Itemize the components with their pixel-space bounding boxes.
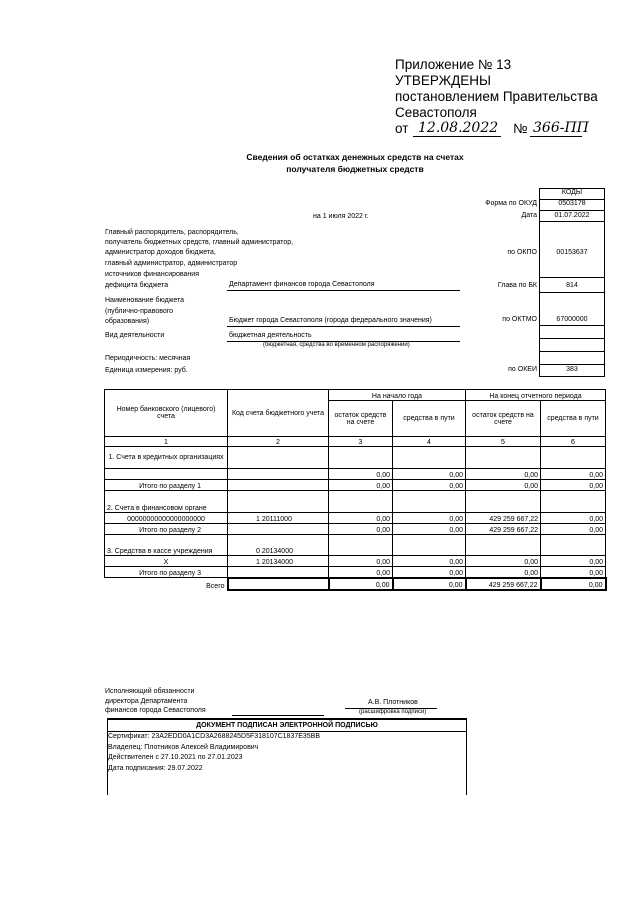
grand-total-label: Всего bbox=[105, 578, 228, 590]
s3-code-1: 0 20134000 bbox=[228, 535, 329, 556]
manager-label-6: дефицита бюджета bbox=[105, 282, 169, 289]
signer-position-1: Исполняющий обязанности bbox=[105, 688, 195, 695]
s1-total-label: Итого по разделу 1 bbox=[105, 480, 228, 491]
s2-account: 00000000000000000000 bbox=[105, 513, 228, 524]
s1-value-3: 0,00 bbox=[466, 469, 541, 480]
header-account: Номер банковского (лицевого) счета bbox=[105, 390, 228, 437]
s3-total-1: 0,00 bbox=[329, 567, 393, 578]
signer-position-2: директора Департамента bbox=[105, 698, 188, 705]
empty-cell bbox=[228, 480, 329, 491]
s1-total-3: 0,00 bbox=[466, 480, 541, 491]
grand-total-3: 429 259 667,22 bbox=[466, 578, 541, 590]
stamp-title: ДОКУМЕНТ ПОДПИСАН ЭЛЕКТРОННОЙ ПОДПИСЬЮ bbox=[196, 722, 378, 729]
s2-value-3: 429 259 667,22 bbox=[466, 513, 541, 524]
s2-total-3: 429 259 667,22 bbox=[466, 524, 541, 535]
s2-total-label: Итого по разделу 2 bbox=[105, 524, 228, 535]
s3-total-2: 0,00 bbox=[393, 567, 466, 578]
empty-cell bbox=[105, 469, 228, 480]
approval-approved: УТВЕРЖДЕНЫ bbox=[395, 73, 491, 88]
balances-table bbox=[104, 389, 607, 591]
empty-cell bbox=[541, 535, 606, 556]
codes-divider bbox=[539, 325, 605, 326]
stamp-border-top bbox=[107, 718, 467, 720]
empty-cell bbox=[393, 447, 466, 469]
activity-label: Вид деятельности bbox=[105, 332, 165, 339]
bk-code: 814 bbox=[566, 282, 578, 289]
stamp-cert: Сертификат: 23A2EDD0A1CD3A2688245D5F318107C1837E35BB bbox=[108, 733, 321, 740]
col-num-5: 5 bbox=[466, 437, 541, 447]
codes-divider bbox=[539, 277, 605, 278]
stamp-valid: Действителен с 27.10.2021 по 27.01.2023 bbox=[108, 754, 243, 761]
okei-label: по ОКЕИ bbox=[508, 366, 537, 373]
s3-total-label: Итого по разделу 3 bbox=[105, 567, 228, 578]
empty-cell bbox=[228, 524, 329, 535]
empty-cell bbox=[466, 491, 541, 513]
s1-total-4: 0,00 bbox=[541, 480, 606, 491]
s3-value-3: 0,00 bbox=[466, 556, 541, 567]
header-end-balance: остаток средств на счете bbox=[466, 401, 541, 437]
approval-number-underline bbox=[530, 136, 582, 137]
oktmo-code: 67000000 bbox=[556, 316, 588, 323]
col-num-1: 1 bbox=[105, 437, 228, 447]
manager-label-3: администратор доходов бюджета, bbox=[105, 249, 216, 256]
s3-total-3: 0,00 bbox=[466, 567, 541, 578]
activity-hint: (бюджетная, средства во временном распоряжении) bbox=[263, 342, 410, 348]
budget-label-2: (публично-правового bbox=[105, 308, 174, 315]
empty-cell bbox=[228, 447, 329, 469]
s1-total-2: 0,00 bbox=[393, 480, 466, 491]
grand-total-2: 0,00 bbox=[393, 578, 466, 590]
header-start-transit: средства в пути bbox=[393, 401, 466, 437]
doc-title-line2: получателя бюджетных средств bbox=[286, 164, 424, 174]
empty-cell bbox=[393, 535, 466, 556]
approval-date: 12.08.2022 bbox=[418, 120, 499, 136]
section3-title: 3. Средства в кассе учреждения bbox=[105, 535, 228, 556]
empty-cell bbox=[329, 535, 393, 556]
codes-divider bbox=[539, 221, 605, 222]
col-num-6: 6 bbox=[541, 437, 606, 447]
s1-value-4: 0,00 bbox=[541, 469, 606, 480]
stamp-owner: Владелец: Плотников Алексей Владимирович bbox=[108, 744, 259, 751]
s2-total-1: 0,00 bbox=[329, 524, 393, 535]
empty-cell bbox=[329, 491, 393, 513]
manager-label-4: главный администратор, администратор bbox=[105, 260, 238, 267]
s1-value-2: 0,00 bbox=[393, 469, 466, 480]
codes-divider bbox=[539, 364, 605, 365]
codes-divider bbox=[539, 292, 605, 293]
empty-cell bbox=[466, 447, 541, 469]
empty-cell bbox=[228, 469, 329, 480]
okei-code: 383 bbox=[566, 366, 578, 373]
header-end: На конец отчетного периода bbox=[466, 390, 606, 401]
empty-cell bbox=[393, 491, 466, 513]
e-signature-stamp bbox=[107, 718, 467, 795]
form-label: Форма по ОКУД bbox=[485, 200, 537, 207]
s2-value-2: 0,00 bbox=[393, 513, 466, 524]
manager-label-2: получатель бюджетных средств, главный администратор, bbox=[105, 239, 294, 246]
empty-cell bbox=[228, 567, 329, 578]
approval-number-label: № bbox=[513, 121, 528, 136]
form-code: 0503178 bbox=[558, 200, 586, 207]
s2-value-4: 0,00 bbox=[541, 513, 606, 524]
empty-cell bbox=[329, 447, 393, 469]
budget-value: Бюджет города Севастополя (города федерального значения) bbox=[229, 317, 432, 324]
empty-cell bbox=[541, 491, 606, 513]
header-start: На начало года bbox=[329, 390, 466, 401]
col-num-3: 3 bbox=[329, 437, 393, 447]
activity-value: бюджетная деятельность bbox=[229, 332, 312, 339]
okpo-code: 00153637 bbox=[556, 249, 588, 256]
signer-position-3: финансов города Севастополя bbox=[105, 707, 206, 714]
s2-value-1: 0,00 bbox=[329, 513, 393, 524]
col-num-4: 4 bbox=[393, 437, 466, 447]
manager-underline bbox=[227, 290, 460, 291]
col-num-2: 2 bbox=[228, 437, 329, 447]
manager-label-5: источников финансирования bbox=[105, 271, 199, 278]
budget-underline bbox=[227, 326, 460, 327]
approval-city: Севастополя bbox=[395, 105, 477, 120]
s3-code-2: 1 20134000 bbox=[228, 556, 329, 567]
bk-label: Глава по БК bbox=[497, 282, 537, 289]
s2-total-2: 0,00 bbox=[393, 524, 466, 535]
report-date-caption: на 1 июля 2022 г. bbox=[313, 213, 369, 220]
s3-value-4: 0,00 bbox=[541, 556, 606, 567]
s3-account: X bbox=[105, 556, 228, 567]
date-label: Дата bbox=[521, 212, 537, 219]
s3-total-4: 0,00 bbox=[541, 567, 606, 578]
s1-total-1: 0,00 bbox=[329, 480, 393, 491]
approval-date-underline bbox=[413, 136, 501, 137]
unit: Единица измерения: руб. bbox=[105, 367, 188, 374]
okpo-label: по ОКПО bbox=[507, 249, 537, 256]
empty-cell bbox=[541, 447, 606, 469]
s2-total-4: 0,00 bbox=[541, 524, 606, 535]
header-code: Код счета бюджетного учета bbox=[228, 390, 329, 437]
section1-title: 1. Счета в кредитных организациях bbox=[105, 447, 228, 469]
oktmo-label: по ОКТМО bbox=[502, 316, 537, 323]
budget-label-1: Наименование бюджета bbox=[105, 297, 185, 304]
s1-value-1: 0,00 bbox=[329, 469, 393, 480]
budget-label-3: образования) bbox=[105, 318, 150, 325]
s3-value-1: 0,00 bbox=[329, 556, 393, 567]
date-code: 01.07.2022 bbox=[554, 212, 590, 219]
empty-cell bbox=[466, 535, 541, 556]
s3-value-2: 0,00 bbox=[393, 556, 466, 567]
section2-title: 2. Счета в финансовом органе bbox=[105, 491, 228, 513]
stamp-border-right bbox=[466, 718, 467, 795]
signer-name: А.В. Плотников bbox=[368, 699, 418, 706]
approval-from-label: от bbox=[395, 121, 409, 136]
periodicity: Периодичность: месячная bbox=[105, 355, 191, 362]
codes-divider bbox=[539, 338, 605, 339]
doc-title-line1: Сведения об остатках денежных средств на счетах bbox=[246, 152, 464, 162]
stamp-date: Дата подписания: 29.07.2022 bbox=[108, 765, 203, 772]
manager-value: Департамент финансов города Севастополя bbox=[229, 281, 375, 288]
grand-total-4: 0,00 bbox=[541, 578, 606, 590]
s2-code: 1 20111000 bbox=[228, 513, 329, 524]
codes-label: КОДЫ bbox=[561, 189, 583, 196]
codes-divider bbox=[539, 210, 605, 211]
signature-underline bbox=[232, 715, 324, 716]
empty-cell bbox=[228, 578, 329, 590]
manager-label-1: Главный распорядитель, распорядитель, bbox=[105, 229, 239, 236]
approval-number: 366-ПП bbox=[533, 120, 589, 136]
header-end-transit: средства в пути bbox=[541, 401, 606, 437]
grand-total-1: 0,00 bbox=[329, 578, 393, 590]
approval-appendix: Приложение № 13 bbox=[395, 57, 512, 72]
signer-name-hint: (расшифровка подписи) bbox=[359, 709, 427, 715]
codes-divider bbox=[539, 351, 605, 352]
header-start-balance: остаток средств на счете bbox=[329, 401, 393, 437]
stamp-title-divider bbox=[107, 731, 467, 732]
empty-cell bbox=[228, 491, 329, 513]
approval-decree: постановлением Правительства bbox=[395, 89, 598, 104]
